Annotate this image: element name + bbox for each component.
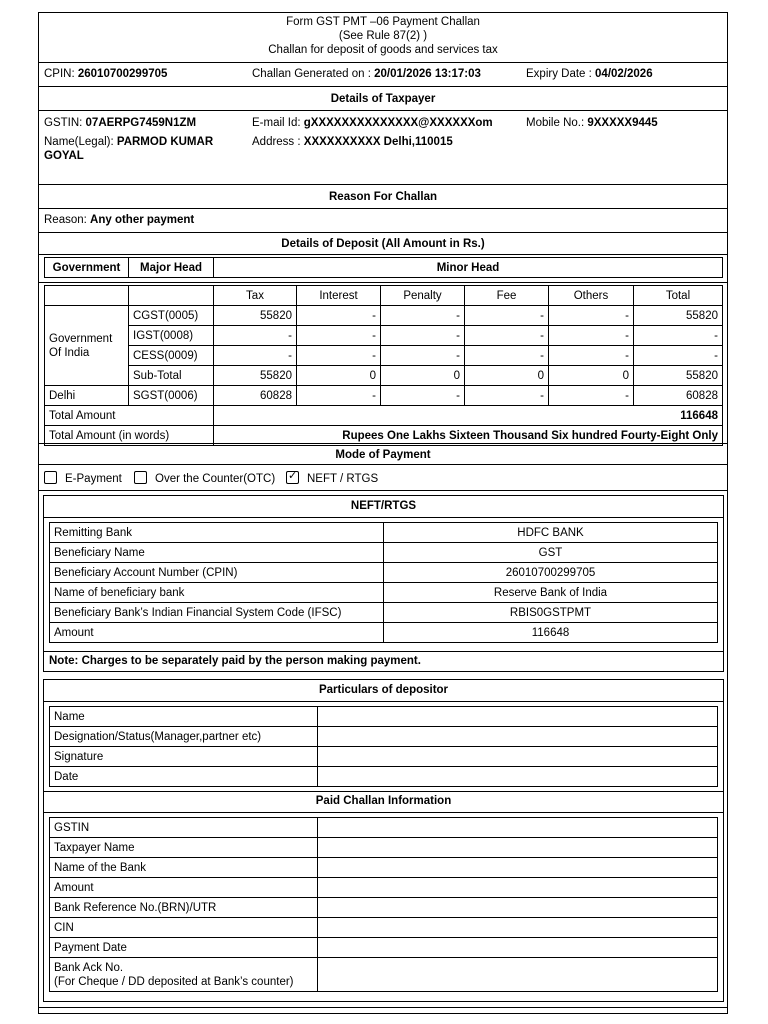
taxpayer-details xyxy=(39,111,727,185)
paid-value xyxy=(318,938,718,958)
paid-label: GSTIN xyxy=(50,818,318,838)
depositor-label: Name xyxy=(50,707,318,727)
otc-label: Over the Counter(OTC) xyxy=(155,473,276,485)
cell: - xyxy=(549,386,634,406)
cell: - xyxy=(381,346,465,366)
total-words-label: Total Amount (in words) xyxy=(45,426,214,446)
paid-value xyxy=(318,818,718,838)
neft-checkbox[interactable] xyxy=(286,471,299,484)
table-row xyxy=(50,858,718,878)
paid-title: Paid Challan Information xyxy=(315,795,452,807)
head-government: Government xyxy=(45,258,129,278)
neft-divider xyxy=(44,517,723,518)
epayment-label: E-Payment xyxy=(65,473,122,485)
cell: - xyxy=(465,306,549,326)
table-row xyxy=(45,326,723,346)
major-head: CGST(0005) xyxy=(129,306,214,326)
paid-label: Taxpayer Name xyxy=(50,838,318,858)
table-row xyxy=(45,306,723,326)
cell: 55820 xyxy=(214,366,297,386)
neft-label: Beneficiary Account Number (CPIN) xyxy=(50,563,384,583)
cell: 0 xyxy=(465,366,549,386)
reason-section-title: Reason For Challan xyxy=(39,185,727,209)
cell: - xyxy=(465,326,549,346)
reason: Reason: Any other payment xyxy=(44,214,195,226)
legal-name-cont: GOYAL xyxy=(44,150,84,162)
cell: - xyxy=(634,346,723,366)
paid-label: Bank Reference No.(BRN)/UTR xyxy=(50,898,318,918)
neft-value: RBIS0GSTPMT xyxy=(384,603,718,623)
table-row xyxy=(50,938,718,958)
neft-value: 116648 xyxy=(384,623,718,643)
generated-on: Challan Generated on : 20/01/2026 13:17:03 xyxy=(252,68,481,80)
neft-title: NEFT/RTGS xyxy=(350,500,417,512)
paid-value xyxy=(318,878,718,898)
depositor-box xyxy=(43,679,724,1002)
paid-table xyxy=(49,817,718,992)
total-amount-row xyxy=(45,406,723,426)
deposit-column-headers xyxy=(45,286,723,306)
paid-label: Name of the Bank xyxy=(50,858,318,878)
depositor-label: Signature xyxy=(50,747,318,767)
neft-table xyxy=(49,522,718,643)
table-row xyxy=(50,878,718,898)
neft-label: Beneficiary Name xyxy=(50,543,384,563)
depositor-title: Particulars of depositor xyxy=(318,684,449,696)
col-tax: Tax xyxy=(214,286,297,306)
cell: 55820 xyxy=(634,366,723,386)
head-minor: Minor Head xyxy=(214,258,723,278)
neft-label: NEFT / RTGS xyxy=(307,473,379,485)
neft-label: Remitting Bank xyxy=(50,523,384,543)
table-row xyxy=(50,563,718,583)
table-row xyxy=(50,707,718,727)
cell: - xyxy=(381,386,465,406)
paid-label: Payment Date xyxy=(50,938,318,958)
depositor-value[interactable] xyxy=(318,747,718,767)
cpin-row xyxy=(39,63,727,87)
depositor-value[interactable] xyxy=(318,727,718,747)
depositor-value[interactable] xyxy=(318,707,718,727)
cell: - xyxy=(214,346,297,366)
depositor-divider xyxy=(44,701,723,702)
cell: 0 xyxy=(297,366,381,386)
table-row xyxy=(50,543,718,563)
cell: 55820 xyxy=(634,306,723,326)
deposit-heads-table xyxy=(44,257,723,278)
payment-mode-title: Mode of Payment xyxy=(39,443,727,465)
deposit-table xyxy=(44,285,723,446)
depositor-label: Date xyxy=(50,767,318,787)
paid-label: CIN xyxy=(50,918,318,938)
total-amount-value: 116648 xyxy=(214,406,723,426)
table-row xyxy=(45,346,723,366)
table-row xyxy=(50,838,718,858)
legal-name: Name(Legal): PARMOD KUMAR xyxy=(44,136,214,148)
col-fee: Fee xyxy=(465,286,549,306)
note-divider xyxy=(44,651,723,652)
neft-note: Note: Charges to be separately paid by the person making payment. xyxy=(49,655,421,667)
otc-checkbox[interactable] xyxy=(134,471,147,484)
major-head: IGST(0008) xyxy=(129,326,214,346)
cell: - xyxy=(549,326,634,346)
table-row xyxy=(50,727,718,747)
major-head: Sub-Total xyxy=(129,366,214,386)
col-penalty: Penalty xyxy=(381,286,465,306)
neft-value: 26010700299705 xyxy=(384,563,718,583)
paid-divider xyxy=(44,812,723,813)
table-row xyxy=(50,767,718,787)
state-delhi: Delhi xyxy=(45,386,129,406)
total-amount-label: Total Amount xyxy=(45,406,214,426)
paid-divider-top xyxy=(44,791,723,792)
taxpayer-section-title: Details of Taxpayer xyxy=(39,87,727,111)
form-rule: (See Rule 87(2) ) xyxy=(338,30,428,42)
neft-label: Name of beneficiary bank xyxy=(50,583,384,603)
epayment-checkbox[interactable] xyxy=(44,471,57,484)
cell: - xyxy=(214,326,297,346)
form-subtitle: Challan for deposit of goods and services tax xyxy=(268,44,498,56)
neft-label: Beneficiary Bank’s Indian Financial System Code (IFSC) xyxy=(50,603,384,623)
cell: 0 xyxy=(381,366,465,386)
cell: - xyxy=(549,306,634,326)
cell: - xyxy=(381,326,465,346)
depositor-value[interactable] xyxy=(318,767,718,787)
paid-value xyxy=(318,838,718,858)
payment-mode-options xyxy=(39,465,727,491)
table-row xyxy=(45,386,723,406)
table-row xyxy=(50,623,718,643)
table-row xyxy=(50,898,718,918)
paid-label: Amount xyxy=(50,878,318,898)
gstin: GSTIN: 07AERPG7459N1ZM xyxy=(44,117,197,129)
col-interest: Interest xyxy=(297,286,381,306)
paid-value xyxy=(318,918,718,938)
cell: - xyxy=(297,386,381,406)
deposit-heads xyxy=(39,255,727,283)
col-total: Total xyxy=(634,286,723,306)
table-row xyxy=(50,958,718,992)
neft-box xyxy=(43,495,724,672)
cell: 60828 xyxy=(634,386,723,406)
mobile: Mobile No.: 9XXXXX9445 xyxy=(526,117,658,129)
cell: 60828 xyxy=(214,386,297,406)
deposit-table-area xyxy=(39,283,727,455)
major-head: CESS(0009) xyxy=(129,346,214,366)
table-row xyxy=(50,918,718,938)
bottom-rule xyxy=(39,1007,727,1008)
major-head: SGST(0006) xyxy=(129,386,214,406)
cell: - xyxy=(465,346,549,366)
email: E-mail Id: gXXXXXXXXXXXXXX@XXXXXXom xyxy=(252,117,493,129)
cell: - xyxy=(297,306,381,326)
government-of-india: Government Of India xyxy=(45,306,129,386)
cell: - xyxy=(549,346,634,366)
paid-value xyxy=(318,858,718,878)
address: Address : XXXXXXXXXX Delhi,110015 xyxy=(252,136,453,148)
option-epayment[interactable] xyxy=(44,471,122,485)
table-row xyxy=(50,818,718,838)
deposit-section-title: Details of Deposit (All Amount in Rs.) xyxy=(39,233,727,255)
cell: - xyxy=(465,386,549,406)
cell: 0 xyxy=(549,366,634,386)
cpin: CPIN: 26010700299705 xyxy=(44,68,168,80)
head-major: Major Head xyxy=(129,258,214,278)
neft-label: Amount xyxy=(50,623,384,643)
col-others: Others xyxy=(549,286,634,306)
bank-ack-line1: Bank Ack No. xyxy=(54,961,124,974)
reason-row xyxy=(39,209,727,233)
form-header xyxy=(39,13,727,63)
cell: - xyxy=(634,326,723,346)
cell: - xyxy=(297,326,381,346)
depositor-table xyxy=(49,706,718,787)
table-row xyxy=(50,583,718,603)
option-neft[interactable] xyxy=(286,471,378,485)
cell: 55820 xyxy=(214,306,297,326)
neft-value: GST xyxy=(384,543,718,563)
table-row xyxy=(50,603,718,623)
neft-value: Reserve Bank of India xyxy=(384,583,718,603)
table-row xyxy=(45,366,723,386)
paid-label-bank-ack xyxy=(50,958,318,992)
expiry-date: Expiry Date : 04/02/2026 xyxy=(526,68,653,80)
form-title: Form GST PMT –06 Payment Challan xyxy=(286,16,480,28)
total-words-value: Rupees One Lakhs Sixteen Thousand Six hundred Fourty-Eight Only xyxy=(214,426,723,446)
neft-value: HDFC BANK xyxy=(384,523,718,543)
cell: - xyxy=(297,346,381,366)
cell: - xyxy=(381,306,465,326)
paid-value xyxy=(318,898,718,918)
depositor-label: Designation/Status(Manager,partner etc) xyxy=(50,727,318,747)
bank-ack-line2: (For Cheque / DD deposited at Bank’s counter) xyxy=(54,975,294,988)
option-otc[interactable] xyxy=(134,471,275,485)
table-row xyxy=(50,523,718,543)
paid-value xyxy=(318,958,718,992)
challan-form xyxy=(38,12,728,1014)
table-row xyxy=(50,747,718,767)
